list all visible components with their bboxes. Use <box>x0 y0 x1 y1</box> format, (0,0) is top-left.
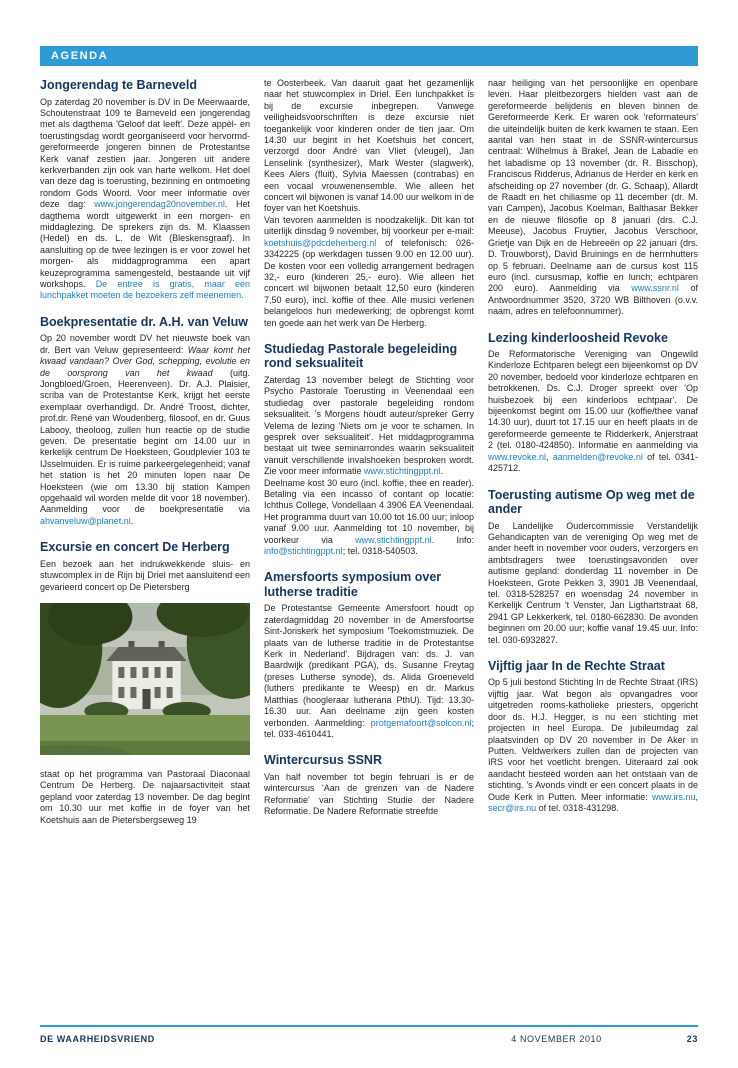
article-body: Van half november tot begin februari is er de wintercursus 'Aan de grenzen van de Nadere Reformatie' van Stichting Studie der Nadere Reformatie. De Nadere Reformatie streefde <box>264 771 474 817</box>
article-wintercursus <box>264 753 474 817</box>
article-heading: Excursie en concert De Herberg <box>40 540 230 555</box>
magazine-name: DE WAARHEIDSVRIEND <box>40 1034 155 1044</box>
inline-link: ahvanveluw@planet.nl <box>40 515 131 526</box>
article-heading: Amersfoorts symposium over lutherse traditie <box>264 570 442 599</box>
inline-link: aanmelden@revoke.nl <box>552 451 643 462</box>
article-body: staat op het programma van Pastoraal Diaconaal Centrum De Herberg. De najaarsactiviteit staat gepland voor zaterdag 13 november. De dag begint om 10.30 uur met koffie in de foyer van het Koetshuis aan de Pietersbergseweg 19 <box>40 768 250 825</box>
body-text: Op zaterdag 20 november is DV in De Meerwaarde, Schoutenstraat 109 te Barneveld een jongerendag met als dagthema 'Geloof dat leeft'. Deze appèl- en toerustingsdag wordt georganiseerd voor hervormd-gereformeerde jongeren binnen de Protestantse Kerk vanaf zestien jaar. Jongeren uit andere kerkverbanden zijn ook van harte welkom. Het doel van deze dag is toerusting, bezinning en ontmoeting rondom Gods Woord. Voor meer informatie over deze dag: www.jongerendag20november.nl. Het dagthema wordt uitgewerkt in een morgen- en middaglezing. De sprekers zijn ds. M. Klaassen (Hedel) en ds. L. de Wit (Bleskensgraaf). In aansluiting op de twee lezingen is er voor zowel het morgen- als middagprogramma een apart keuzeprogramma samengesteld, bestaande uit vijf workshops. <box>40 96 250 289</box>
page-section-title: AGENDA <box>51 50 109 62</box>
article-body: Van tevoren aanmelden is noodzakelijk. Dit kan tot uiterlijk dinsdag 9 november, bij voorkeur per e-mail: koetshuis@pdcdeherberg.nl of telefonisch: 026-3342225 (op werkdagen tussen 9.00 en 12.00 uur). De kosten voor een volledig arrangement bedragen 32,- euro (kinderen 25,- euro). Wie alleen het concert wil bijwonen betaalt 12,50 euro (kinderen 7,50 euro), incl. koffie of thee. Alle musici verlenen belangeloos hun medewerking; de opbrengst komt ten goede aan het werk van De Herberg. <box>264 214 474 328</box>
article-heading: Wintercursus SSNR <box>264 753 382 768</box>
inline-link: secr@irs.nu <box>488 802 537 813</box>
inline-link: info@stichtingppt.nl <box>264 546 343 557</box>
article-body: De Landelijke Oudercommissie Verstandelijk Gehandicapten van de vereniging Op weg met de ander heeft in november voor ouders, verzorgers en ambtsdragers twee toerustingsavonden over autisme gepland: donderdag 11 november in De Hoeksteen, Grote Pekken 3, 3901 JB Veenendaal, tel. 0318-528257 en woensdag 24 november in Kerkelijk Centrum 't Venster, Jan Ligthartstraat 68, 2941 GP Lekkerkerk, tel. 0180-662830. De avonden beginnen om 20.00 uur; koffie vanaf 19.45 uur. Info: tel. 030-6932827. <box>488 520 698 645</box>
article-body: Een bezoek aan het indrukwekkende sluis- en stuwcomplex in de Rijn bij Driel met aansluitend een gevarieerd concert op De Pietersberg <box>40 558 250 592</box>
article-heading: Studiedag Pastorale begeleiding rond seksualiteit <box>264 341 458 371</box>
inline-link: protgemafoort@solcon.nl <box>370 717 472 728</box>
article-body: te Oosterbeek. Van daaruit gaat het gezamenlijk naar het stuwcomplex in Driel. Een lunchpakket is bij de excursie inbegrepen. Vanwege veiligheidsvoorschriften is deze excursie niet toegankelijk voor kinderen onder de tien jaar. Om 14.30 uur begint in het Koetshuis het concert, verzorgd door André van Vliet (vleugel), Jan Lenselink (synthesizer), Mark Wester (slagwerk), Kees Alers (fluit), Sylvia Maessen (contrabas) en een vocaal vrouwenensemble. Wie alleen het concert wil bijwonen is vanaf 14.00 uur welkom in de foyer van het Koetshuis. <box>264 78 474 214</box>
inline-link: www.ssnr.nl <box>631 283 679 294</box>
article-body: De Protestantse Gemeente Amersfoort houdt op zaterdagmiddag 20 november in de Amersfoortse Sint-Joriskerk het symposium 'Toekomstmuziek. De plaats van de lutherse traditie in de Protestantse Kerk in Nederland'. Bijdragen van: ds. J. van Baardwijk (predikant PGA), ds. Susanne Freytag (preses Lutherse synode), ds. Alida Groeneveld (luthers predikante te Weesp) en dr. Markus Matthias (hoogleraar lutherana PthU). Tijd: 13.30-16.30 uur. Aan deelname zijn geen kosten verbonden. Aanmelding: protgemafoort@solcon.nl; tel. 033-4610441. <box>264 603 474 739</box>
issue-date: 4 NOVEMBER 2010 <box>511 1034 602 1044</box>
inline-link: www.irs.nu <box>651 791 696 802</box>
article-body <box>40 97 250 302</box>
inline-link: www.stichtingppt.nl <box>355 534 432 545</box>
page-number: 23 <box>686 1034 698 1044</box>
article-studiedag <box>264 342 474 558</box>
inline-link: www.jongerendag20november.nl <box>94 199 225 210</box>
inline-link: www.revoke.nl <box>488 451 547 462</box>
article-jongerendag <box>40 78 250 302</box>
article-heading: Vijftig jaar In de Rechte Straat <box>488 658 665 673</box>
section-header-bar <box>40 46 698 66</box>
column-3 <box>488 78 698 826</box>
book-title: Waar komt het kwaad vandaan? Over God, schepping, evolutie en de oorsprong van het kwaad <box>40 344 250 378</box>
article-lezing-revoke <box>488 331 698 475</box>
article-body: Zaterdag 13 november belegt de Stichting voor Psycho Pastorale Toerusting in Veenendaal een studiedag over pastorale begeleiding rondom seksualiteit. 's Morgens houdt auteur/spreker Gerry Velema de lezing 'Niets om je voor te schamen. In gesprek over seksualiteit'. Het middagprogramma bestaat uit twee seminarrondes waarin seksualiteit vanuit verschillende invalshoeken besproken wordt. Zie voor meer informatie www.stichtingppt.nl. <box>264 374 474 477</box>
article-heading: Jongerendag te Barneveld <box>40 78 197 92</box>
content-columns <box>40 78 698 826</box>
article-body: De Reformatorische Vereniging van Ongewild Kinderloze Echtparen belegt een bijeenkomst op DV 20 november, bedoeld voor kinderloze echtparen en betrokkenen. Ds. C.J. Droger spreekt over 'Op huisbezoek bij een kinderloos echtpaar'. De bijeenkomst begint om 15.00 uur (koffie/thee vanaf 14.30 uur), duurt tot 17.15 uur en heeft plaats in de gereformeerde gemeente te Ridderkerk, Anjerstraat 2 (tel. 0180-424850). Informatie en aanmelding via www.revoke.nl, aanmelden@revoke.nl of tel. 0341-425712. <box>488 349 698 474</box>
article-heading: Lezing kinderloosheid Revoke <box>488 330 668 345</box>
article-body: Deelname kost 30 euro (incl. koffie, thee en reader). Betaling via een incasso of contant op locatie: Ichthus College, Vondellaan 4 3906 EA Veenendaal. Het programma duurt van 10.00 tot 16.00 uur; inloop vanaf 9.00 uur. Aanmelding tot 10 november, bij voorkeur via www.stichtingppt.nl. Info: info@stichtingppt.nl; tel. 0318-540503. <box>264 477 475 557</box>
article-body: Op 5 juli bestond Stichting In de Rechte Straat (IRS) vijftig jaar. Wat begon als opvangadres voor uitgetreden rooms-katholieke priesters, opgericht door ds. H.J. Hegger, is nu een stichting met projecten in heel Europa. De jubileumdag zal plaatsvinden op DV 20 november in De Aker in Putten. Veldwerkers zullen dan de projecten van IRS voor het voetlicht brengen. Uiteraard zal ook aandacht besteed worden aan het ontstaan van de stichting. 's Avonds vindt er een concert plaats in de Oude Kerk in Putten. Meer informatie: www.irs.nu, secr@irs.nu of tel. 0318-431298. <box>488 677 698 813</box>
highlight-text: De entree is gratis, maar een lunchpakket moeten de bezoekers zelf meenemen. <box>40 279 250 301</box>
article-heading: Boekpresentatie dr. A.H. van Veluw <box>40 314 248 329</box>
body-text: (uitg. Jongbloed/Groen, Heerenveen). Dr. A.J. Plaisier, scriba van de Protestantse Kerk, krijgt het eerste exemplaar overhandigd. Dr. André Troost, dichter, prof.dr. René van Woudenberg, filosoof, en dr. Guus Labooy, theoloog, zullen hun reactie op de studie geven. De presentatie begint om 14.00 uur in kerkelijk centrum De Hoeksteen, Goudplevier 103 te IJsselmuiden. Er is ruime parkeergelegenheid; vanaf het station is het 20 minuten lopen naar De Hoeksteen (wie om 13.30 bij station Kampen opgehaald wil worden melde dit voor 18 november). Aanmelding voor de boekpresentatie via ahvanveluw@planet.nl. <box>40 367 250 526</box>
article-toerusting-autisme <box>488 488 698 646</box>
article-excursie-vervolg <box>264 78 474 329</box>
article-symposium <box>264 570 474 740</box>
article-vijftig-jaar-irs <box>488 659 698 814</box>
herberg-photo <box>40 603 250 755</box>
article-boekpresentatie <box>40 315 250 527</box>
article-wintercursus-vervolg <box>488 78 698 318</box>
inline-link: koetshuis@pdcdeherberg.nl <box>264 237 377 248</box>
article-body <box>40 333 250 527</box>
body-text: Op 20 november wordt DV het nieuwste boek van dr. Bert van Veluw gepresenteerd: <box>40 333 250 355</box>
inline-link: www.stichtingppt.nl <box>364 466 441 477</box>
column-1 <box>40 78 250 826</box>
article-excursie <box>40 540 250 826</box>
article-heading: Toerusting autisme Op weg met de ander <box>488 487 695 516</box>
article-body: naar heiliging van het persoonlijke en openbare leven. Haar pleitbezorgers hielden vast aan de gereformeerde belijdenis en bleven binnen de Gereformeerde Kerk. Er waren ook 'reformateurs' die uiteindelijk buiten de kerk kwamen te staan. Een aantal van hen staat in de SSNR-wintercursus centraal: Wilhelmus à Brakel, Jean de Labadie en het labadisme op 13 november (dr. R. Bisschop), Franciscus Ridderus, Adrianus de Herder en kerk en afscheiding op 27 november (dr. G. Schaap), Allardt de Raadt en het chiliasme op 11 december (dr. M. van Campen), Jacobus Koelman, Balthasar Bekker en de nieuwe filosofie op 8 januari (drs. C.J. Meeuse), Jacobus Fruytier, Jacobus Verschoor, Grietje van Dijk en de Hebreeën op 22 januari (drs. D. Trouwborst), David Bruinings en de herrnhutters op 5 februari. Deelname aan de cursus kost 115 euro (incl. cursusmap, koffie en lunch; echtparen 200 euro). Aanmelding via www.ssnr.nl of Antwoordnummer 3520, 3720 WB Bilthoven (o.v.v. naam, adres en telefoonnummer). <box>488 78 698 317</box>
page-footer <box>40 1025 698 1044</box>
column-2 <box>264 78 474 826</box>
